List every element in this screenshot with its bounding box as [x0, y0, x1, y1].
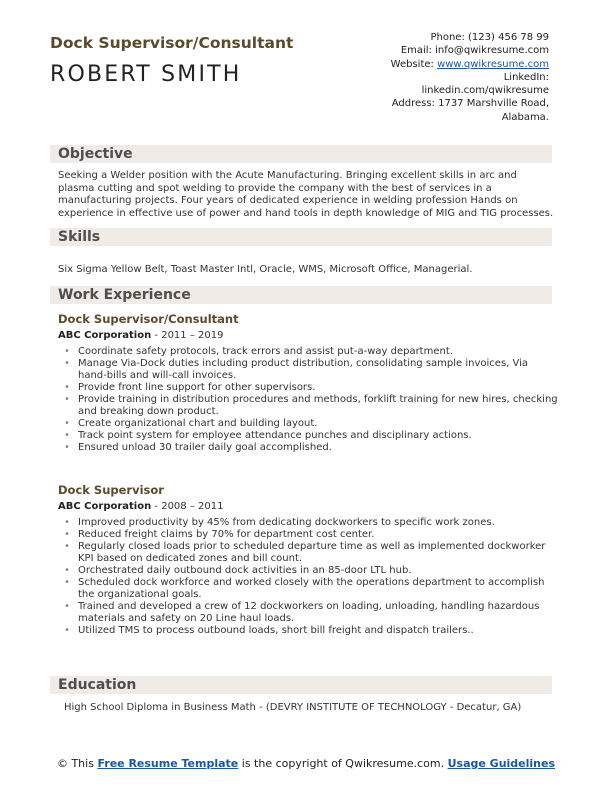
address-line1: 1737 Marshville Road, — [438, 98, 549, 110]
bullet-icon: • — [64, 442, 70, 453]
website-label: Website: — [390, 58, 434, 70]
work-section-bar — [50, 286, 552, 304]
usage-guidelines-link[interactable]: Usage Guidelines — [447, 757, 556, 770]
list-item — [58, 541, 558, 565]
job-1-bullets — [58, 346, 558, 454]
bullet-text: Scheduled dock workforce and worked closely with the operations department to accomplish the organizational goals. — [78, 577, 545, 600]
bullet-text: Manage Via-Dock duties including product distribution, consolidating sample invoices, Via hand-bills and will-call invoices. — [78, 358, 529, 381]
job-2-bullets — [58, 517, 558, 637]
bullet-text: Track point system for employee attendance punches and disciplinary actions. — [78, 430, 472, 441]
bullet-icon: • — [64, 601, 70, 612]
bullet-text: Trained and developed a crew of 12 dockworkers on loading, unloading, handling hazardous materials and safety on 20 Line haul loads. — [78, 601, 540, 624]
bullet-icon: • — [64, 382, 70, 393]
bullet-text: Improved productivity by 45% from dedicating dockworkers to specific work zones. — [78, 517, 495, 528]
objective-section-bar — [50, 145, 552, 163]
list-item — [58, 394, 558, 418]
contact-linkedin-label: LinkedIn: — [503, 71, 549, 83]
list-item — [58, 382, 558, 394]
bullet-icon: • — [64, 430, 70, 441]
list-item — [58, 442, 558, 454]
email-value: info@qwikresume.com — [435, 45, 549, 57]
list-item — [58, 625, 558, 637]
bullet-icon: • — [64, 625, 70, 636]
contact-website — [299, 58, 549, 71]
bullet-text: Orchestrated daily outbound dock activities in an 85-door LTL hub. — [78, 565, 412, 576]
bullet-icon: • — [64, 541, 70, 552]
list-item — [58, 346, 558, 358]
list-item — [58, 565, 558, 577]
list-item — [58, 358, 558, 382]
contact-linkedin: linkedin.com/qwikresume — [421, 85, 549, 97]
bullet-icon: • — [64, 565, 70, 576]
job-1-title: Dock Supervisor/Consultant — [58, 312, 239, 326]
bullet-text: Coordinate safety protocols, track errors and assist put-a-way department. — [78, 346, 453, 357]
bullet-icon: • — [64, 358, 70, 369]
skills-section-bar — [50, 228, 552, 246]
header-job-title: Dock Supervisor/Consultant — [50, 34, 294, 52]
website-link[interactable]: www.qwikresume.com — [437, 58, 549, 70]
bullet-text: Reduced freight claims by 70% for department cost center. — [78, 529, 375, 540]
list-item — [58, 529, 558, 541]
contact-email — [299, 44, 549, 57]
bullet-text: Provide training in distribution procedures and methods, forklift training for new hires, checking and breaking down product. — [78, 394, 558, 417]
job-2-company: ABC Corporation — [58, 501, 152, 512]
phone-value: (123) 456 78 99 — [468, 32, 549, 43]
address-label: Address: — [391, 98, 435, 110]
bullet-icon: • — [64, 577, 70, 588]
job-1-company-line — [58, 330, 223, 341]
job-1-dates: - 2011 – 2019 — [151, 330, 224, 341]
email-label: Email: — [400, 45, 432, 57]
list-item — [58, 577, 558, 601]
job-2-title: Dock Supervisor — [58, 483, 164, 497]
candidate-name: ROBERT SMITH — [50, 62, 242, 87]
list-item — [58, 418, 558, 430]
phone-label: Phone: — [430, 32, 465, 43]
bullet-icon: • — [64, 529, 70, 540]
work-heading: Work Experience — [58, 287, 191, 303]
footer-copyright-text: is the copyright of Qwikresume.com. — [238, 757, 448, 770]
objective-text: Seeking a Welder position with the Acute Manufacturing. Bringing excellent skills in arc and plasma cutting and spot welding to provide the company with the best of services in a manufacturing projects. Four years of dedicated experience in welding profession Hands on experience in effective use of power and hand tools in depth knowledge of MIG and TIG processes. — [58, 170, 554, 219]
list-item — [58, 430, 558, 442]
job-2-dates: - 2008 – 2011 — [151, 501, 224, 512]
list-item — [58, 601, 558, 625]
education-text: High School Diploma in Business Math - (DEVRY INSTITUTE OF TECHNOLOGY - Decatur, GA) — [64, 702, 522, 713]
bullet-icon: • — [64, 394, 70, 405]
job-2-company-line — [58, 501, 223, 512]
objective-heading: Objective — [58, 146, 133, 162]
contact-phone — [299, 31, 549, 44]
education-section-bar — [50, 676, 552, 694]
education-heading: Education — [58, 677, 137, 693]
footer — [0, 757, 612, 771]
list-item — [58, 517, 558, 529]
contact-address — [299, 97, 549, 110]
bullet-text: Utilized TMS to process outbound loads, short bill freight and dispatch trailers.. — [78, 625, 474, 636]
contact-address-line2: Alabama. — [501, 111, 549, 123]
contact-block — [299, 31, 549, 124]
skills-heading: Skills — [58, 229, 101, 245]
bullet-text: Create organizational chart and building layout. — [78, 418, 318, 429]
bullet-icon: • — [64, 418, 70, 429]
job-1-company: ABC Corporation — [58, 330, 152, 341]
free-resume-template-link[interactable]: Free Resume Template — [97, 757, 239, 770]
bullet-text: Ensured unload 30 trailer daily goal accomplished. — [78, 442, 332, 453]
skills-text: Six Sigma Yellow Belt, Toast Master Intl, Oracle, WMS, Microsoft Office, Managerial. — [58, 264, 473, 275]
bullet-icon: • — [64, 517, 70, 528]
bullet-text: Regularly closed loads prior to scheduled departure time as well as implemented dockworker KPI based on dedicated zones and bill count. — [78, 541, 546, 564]
bullet-text: Provide front line support for other supervisors. — [78, 382, 316, 393]
bullet-icon: • — [64, 346, 70, 357]
footer-prefix: © This — [56, 757, 98, 770]
